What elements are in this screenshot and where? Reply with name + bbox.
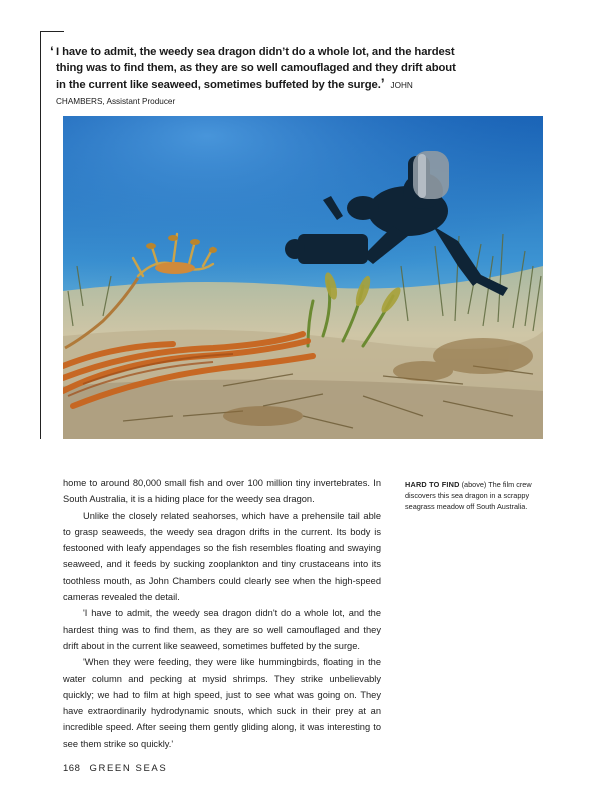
body-text xyxy=(63,475,381,752)
corner-rule-horizontal xyxy=(40,31,64,32)
pull-quote xyxy=(50,43,456,109)
quote-open-mark: ‘ xyxy=(50,43,54,59)
photo-caption xyxy=(405,479,540,512)
feature-photo xyxy=(63,116,543,439)
body-paragraph-2: Unlike the closely related seahorses, which have a prehensile tail able to grasp seaweeds, the weedy sea dragon drifts in the current. Its body is festooned with leafy appendages so the fish resembles floating and swaying seaweed, and it feeds by sucking zooplankton and tiny crustaceans into its toothless mouth, as John Chambers could clearly see when the high-speed cameras revealed the detail. xyxy=(63,510,381,603)
body-paragraph-1: home to around 80,000 small fish and over 100 million tiny invertebrates. In South Australia, it is a hiding place for the weedy sea dragon. xyxy=(63,478,381,505)
page-number: 168 xyxy=(63,763,81,774)
underwater-scene-illustration xyxy=(63,116,543,439)
quote-close-mark: ’ xyxy=(380,75,385,91)
corner-rule-vertical xyxy=(40,31,41,439)
caption-heading: HARD TO FIND xyxy=(405,480,460,489)
section-name: GREEN SEAS xyxy=(89,763,168,774)
body-paragraph-4: 'When they were feeding, they were like hummingbirds, floating in the water column and pecking at mysid shrimps. They strike unbelievably quickly; we had to film at high speed, just to see what was going on. They have extraordinarily hydrodynamic snouts, which suck in their prey at an incredible speed. After seeing them gently gliding along, it was interesting to see them strike so quickly.' xyxy=(63,657,381,749)
pull-quote-attribution: JOHN CHAMBERS, Assistant Producer xyxy=(56,81,413,106)
body-paragraph-3: 'I have to admit, the weedy sea dragon didn't do a whole lot, and the hardest thing was to find them, as they are so well camouflaged and they drift about in the current like seaweed, sometimes buffeted by the surge. xyxy=(63,608,381,651)
pull-quote-text: I have to admit, the weedy sea dragon didn’t do a whole lot, and the hardest thing was to find them, as they are so well camouflaged and they drift about in the current like seaweed, sometimes buffeted by the surge. xyxy=(56,46,456,91)
page-footer xyxy=(63,763,167,774)
caption-text: (above) The film crew discovers this sea dragon in a scrappy seagrass meadow off South Australia. xyxy=(405,480,532,511)
